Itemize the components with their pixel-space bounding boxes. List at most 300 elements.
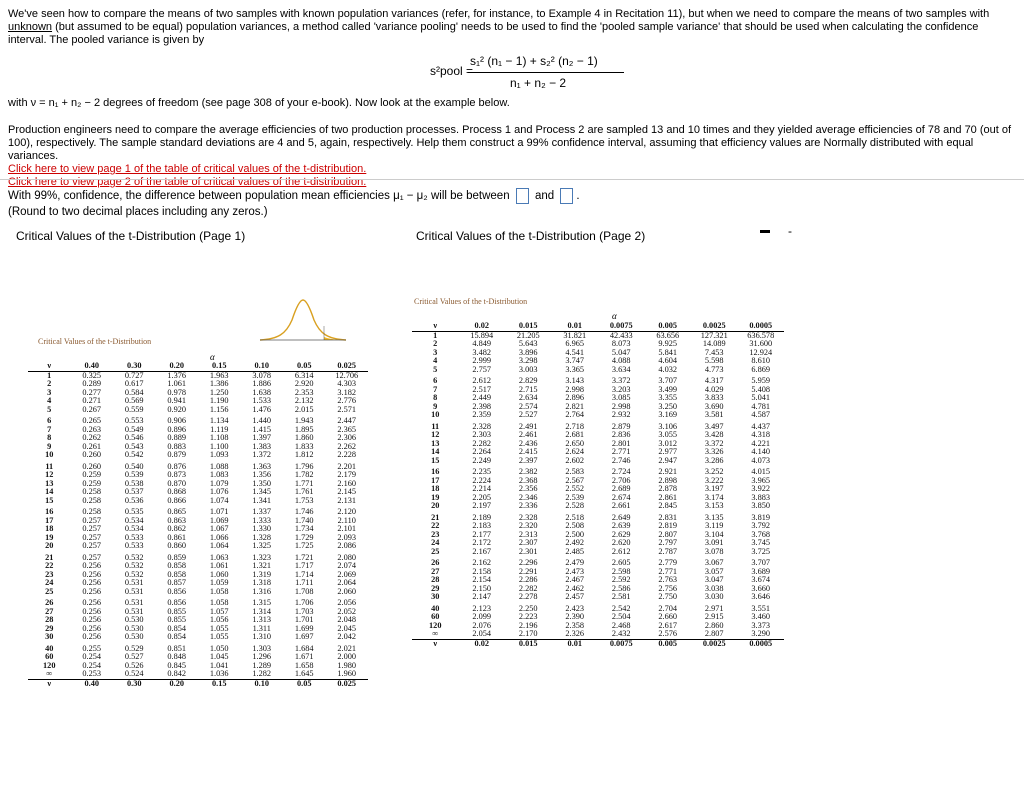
table-cell: 120 <box>429 621 442 630</box>
table-cell: 1.708 <box>294 587 314 596</box>
formula-numerator: s₁² (n₁ − 1) + s₂² (n₂ − 1) <box>470 54 598 68</box>
table-cell: 1.729 <box>294 533 314 542</box>
table-cell: 2.617 <box>658 621 678 630</box>
table-cell: 2.282 <box>518 584 538 593</box>
table-cell: 1.706 <box>294 598 314 607</box>
table-row <box>412 494 784 503</box>
table-header-cell: 0.005 <box>645 639 692 648</box>
table-cell: 12 <box>431 431 440 439</box>
table-cell: 0.258 <box>82 507 102 516</box>
table-cell: 2.539 <box>565 493 585 502</box>
table-cell: 0.868 <box>167 488 187 496</box>
table-cell: 3.182 <box>337 388 357 397</box>
table-cell: 5.959 <box>751 376 771 385</box>
table-cell: 2.179 <box>337 471 357 479</box>
table-cell: 3.551 <box>751 603 771 613</box>
table-row <box>412 374 784 386</box>
question-and: and <box>535 190 555 203</box>
table-cell: 3.792 <box>751 522 771 530</box>
table-row <box>412 556 784 568</box>
table-cell: 3.055 <box>658 431 678 439</box>
table-cell: 2.932 <box>611 411 631 419</box>
table-row <box>412 366 784 375</box>
table-cell: 0.253 <box>82 670 102 678</box>
table-cell: 2.099 <box>472 613 492 621</box>
table-page1-link[interactable]: Click here to view page 1 of the table of critical values of the t-distribution. <box>8 163 367 175</box>
table-cell: 2.999 <box>472 357 492 365</box>
table-cell: 2.836 <box>611 431 631 439</box>
table-cell: 3.725 <box>751 547 771 556</box>
table-cell: 2.346 <box>518 493 538 502</box>
table-row <box>28 625 368 634</box>
table-cell: 2.764 <box>565 411 585 419</box>
table-cell: 2.353 <box>294 388 314 397</box>
table-cell: 2.150 <box>472 584 492 593</box>
table-cell: 2.158 <box>472 567 492 576</box>
lower-bound-input[interactable] <box>516 188 529 204</box>
table-cell: 4.587 <box>751 411 771 419</box>
table-row <box>28 460 368 472</box>
table-cell: 1.886 <box>252 380 272 388</box>
table-cell: 1.812 <box>294 451 314 459</box>
table-cell: 17 <box>45 516 54 525</box>
table-cell: 2.612 <box>611 547 631 556</box>
table-cell: 2.076 <box>472 621 492 630</box>
table-cell: 1.156 <box>209 405 229 414</box>
table-cell: 2.358 <box>565 621 585 630</box>
table-cell: 29 <box>45 624 54 633</box>
table-cell: 1.325 <box>252 542 272 550</box>
table-cell: 15 <box>431 456 440 465</box>
table1-caption: Critical Values of the t-Distribution <box>38 337 152 346</box>
table-row <box>412 511 784 523</box>
table-row <box>412 331 784 340</box>
table-cell: 42.433 <box>609 331 633 340</box>
table-row <box>28 542 368 551</box>
table-cell: 1 <box>47 371 52 380</box>
table-cell: 2.131 <box>337 496 357 505</box>
table-cell: 1.319 <box>252 570 272 579</box>
table-cell: 2.086 <box>337 542 357 550</box>
table-cell: 1.134 <box>209 416 229 425</box>
table-cell: 9 <box>433 402 438 411</box>
table-cell: 3.290 <box>751 630 771 638</box>
table-cell: 6.965 <box>565 340 585 348</box>
table-cell: 2.821 <box>565 402 585 411</box>
table-cell: 0.540 <box>124 461 144 471</box>
table-cell: 2.624 <box>565 448 585 456</box>
table-header-row <box>412 322 784 331</box>
table-cell: 0.532 <box>124 570 144 579</box>
table-cell: 2.368 <box>518 476 538 485</box>
table-cell: 0.530 <box>124 633 144 641</box>
table-cell: 3.355 <box>658 394 678 402</box>
table-cell: 1.714 <box>294 570 314 579</box>
table-cell: 2.715 <box>518 385 538 394</box>
table2-alpha: α <box>612 311 617 321</box>
table-cell: 3.819 <box>751 512 771 522</box>
table-row <box>28 670 368 679</box>
table-cell: 0.536 <box>124 496 144 505</box>
table-cell: 2.750 <box>658 593 678 601</box>
table-cell: 1.415 <box>252 425 272 434</box>
table-cell: 1.761 <box>294 488 314 496</box>
table-cell: 0.532 <box>124 562 144 570</box>
minimize-icon[interactable] <box>760 230 770 233</box>
table-cell: 0.256 <box>82 633 102 641</box>
table-cell: 0.256 <box>82 579 102 587</box>
table-cell: 1.083 <box>209 471 229 479</box>
table-cell: 0.256 <box>82 624 102 633</box>
table-cell: 1.980 <box>337 661 357 670</box>
table-cell: 5.841 <box>658 348 678 357</box>
table-cell: 3.674 <box>751 576 771 584</box>
table-cell: 60 <box>431 613 440 621</box>
table-cell: 0.866 <box>167 496 187 505</box>
table-cell: 3.372 <box>704 439 724 448</box>
table-cell: 1.074 <box>209 496 229 505</box>
table-cell: 4 <box>47 397 52 405</box>
table-cell: 2.704 <box>658 603 678 613</box>
table-cell: 2 <box>47 380 52 388</box>
table-header-cell: 0.20 <box>156 362 199 371</box>
table-cell: 0.855 <box>167 616 187 624</box>
table-cell: 0.856 <box>167 598 187 607</box>
table-cell: 2.224 <box>472 476 492 485</box>
table-cell: 0.859 <box>167 552 187 562</box>
rounding-note: (Round to two decimal places including any zeros.) <box>8 206 268 219</box>
table-cell: 2.356 <box>518 485 538 493</box>
table-cell: 0.262 <box>82 434 102 442</box>
table-row <box>412 548 784 557</box>
table-cell: 2.196 <box>518 621 538 630</box>
table-cell: 2.326 <box>565 630 585 638</box>
table-cell: 2.069 <box>337 570 357 579</box>
table-cell: 0.851 <box>167 643 187 653</box>
table-row <box>412 465 784 477</box>
table-cell: 31.600 <box>749 340 773 348</box>
table-cell: 2.650 <box>565 439 585 448</box>
table-cell: 0.254 <box>82 661 102 670</box>
table-header-cell: 0.015 <box>505 322 552 331</box>
table2-caption: Critical Values of the t-Distribution <box>414 297 528 306</box>
table-cell: 1.058 <box>209 587 229 596</box>
table-row <box>28 397 368 406</box>
table-cell: 1.796 <box>294 461 314 471</box>
table-cell: 3.365 <box>565 365 585 374</box>
table-cell: 0.584 <box>124 388 144 397</box>
table-cell: 14.089 <box>702 340 726 348</box>
table-cell: 6 <box>433 376 438 385</box>
table-cell: 1.771 <box>294 479 314 488</box>
table-cell: 1.345 <box>252 488 272 496</box>
intro-paragraph <box>8 8 1018 47</box>
table-cell: 27 <box>45 607 54 616</box>
table-cell: 26 <box>45 598 54 607</box>
table-cell: 0.277 <box>82 388 102 397</box>
table-cell: 1.895 <box>294 425 314 434</box>
table-cell: 1.056 <box>209 616 229 624</box>
table-cell: 0.255 <box>82 643 102 653</box>
table-cell: 1.310 <box>252 633 272 641</box>
table-cell: 2.052 <box>337 607 357 616</box>
table-cell: 3.460 <box>751 613 771 621</box>
pooled-variance-formula <box>430 52 620 96</box>
table-cell: 2.801 <box>611 439 631 448</box>
table-cell: 1.476 <box>252 405 272 414</box>
table-cell: 1.963 <box>209 371 229 380</box>
table-cell: 1.372 <box>252 451 272 459</box>
table-cell: 2.320 <box>518 522 538 530</box>
table-row <box>28 608 368 617</box>
table-cell: 0.546 <box>124 434 144 442</box>
table-header-cell: 0.10 <box>241 362 284 371</box>
table-cell: 3.298 <box>518 357 538 365</box>
table-cell: 1.076 <box>209 488 229 496</box>
table-cell: 0.865 <box>167 507 187 516</box>
table-cell: 1.386 <box>209 380 229 388</box>
table-cell: 2.518 <box>565 512 585 522</box>
table-cell: 63.656 <box>656 331 680 340</box>
table-cell: 3.372 <box>611 376 631 385</box>
table-cell: 0.263 <box>82 425 102 434</box>
table-row <box>412 630 784 639</box>
table-cell: 3.252 <box>704 467 724 476</box>
table-cell: 13 <box>45 479 54 488</box>
table-cell: 2.328 <box>518 512 538 522</box>
table-cell: 1.337 <box>252 507 272 516</box>
table-cell: 0.978 <box>167 388 187 397</box>
table-cell: 0.860 <box>167 542 187 550</box>
table-cell: 1.658 <box>294 661 314 670</box>
table-cell: 4.773 <box>704 365 724 374</box>
table-cell: 4.140 <box>751 448 771 456</box>
table-cell: 1.055 <box>209 633 229 641</box>
table-cell: 2.291 <box>518 567 538 576</box>
fraction-bar <box>468 72 624 73</box>
table-cell: 1.638 <box>252 388 272 397</box>
table-cell: 0.527 <box>124 653 144 661</box>
table-cell: 0.256 <box>82 598 102 607</box>
table-cell: 1.303 <box>252 643 272 653</box>
table-cell: 7 <box>433 385 438 394</box>
table-cell: 2.132 <box>294 397 314 405</box>
table-cell: 2.583 <box>565 467 585 476</box>
table-cell: 2.527 <box>518 411 538 419</box>
table-cell: 2.197 <box>472 502 492 510</box>
table-cell: 3.660 <box>751 584 771 593</box>
table-cell: 1.645 <box>294 670 314 678</box>
table-cell: 10 <box>45 451 54 459</box>
table-cell: 1.753 <box>294 496 314 505</box>
table-cell: 2.306 <box>337 434 357 442</box>
table-cell: 2.170 <box>518 630 538 638</box>
table-cell: 12.706 <box>335 371 359 380</box>
table-cell: 0.538 <box>124 479 144 488</box>
table-cell: 23 <box>431 530 440 539</box>
table-cell: 2.101 <box>337 525 357 533</box>
table-cell: 0.529 <box>124 643 144 653</box>
table-cell: 2.162 <box>472 558 492 567</box>
table-cell: 1.350 <box>252 479 272 488</box>
table-cell: 2.467 <box>565 576 585 584</box>
table-cell: 21 <box>431 512 440 522</box>
table-cell: 1.045 <box>209 653 229 661</box>
table-row <box>28 571 368 580</box>
table-cell: 2.674 <box>611 493 631 502</box>
table-cell: 1.315 <box>252 598 272 607</box>
table-cell: 2.898 <box>658 476 678 485</box>
table-cell: 0.889 <box>167 434 187 442</box>
table-cell: 0.539 <box>124 471 144 479</box>
table-cell: 5.598 <box>704 357 724 365</box>
table-row <box>28 517 368 526</box>
table-cell: 1.282 <box>252 670 272 678</box>
table-row <box>28 488 368 497</box>
table-cell: 1.057 <box>209 607 229 616</box>
table-cell: 0.256 <box>82 607 102 616</box>
upper-bound-input[interactable] <box>560 188 573 204</box>
table-cell: 2.303 <box>472 431 492 439</box>
table-cell: 3.482 <box>472 348 492 357</box>
table-cell: 2.998 <box>611 402 631 411</box>
table-cell: 17 <box>431 476 440 485</box>
table-cell: 3.745 <box>751 539 771 547</box>
table-cell: 4.317 <box>704 376 724 385</box>
table-cell: 1.330 <box>252 525 272 533</box>
table-cell: 2.649 <box>611 512 631 522</box>
table-cell: 3.135 <box>704 512 724 522</box>
table-cell: 3.038 <box>704 584 724 593</box>
table-cell: 2.612 <box>472 376 492 385</box>
table-row <box>412 622 784 631</box>
table-header-cell: 0.005 <box>645 322 692 331</box>
table-cell: 0.569 <box>124 397 144 405</box>
table-header-cell: 0.01 <box>552 322 599 331</box>
table-cell: 2.423 <box>565 603 585 613</box>
table-cell: 25 <box>45 587 54 596</box>
table-header-cell: 0.01 <box>552 639 599 648</box>
table-header-cell: 0.025 <box>326 362 369 371</box>
table-cell: 2.015 <box>294 405 314 414</box>
table-cell: 0.858 <box>167 570 187 579</box>
table-cell: 3.922 <box>751 485 771 493</box>
formula-denominator: n₁ + n₂ − 2 <box>510 76 567 90</box>
table-row <box>28 562 368 571</box>
table-cell: 3.030 <box>704 593 724 601</box>
table-cell: 1.356 <box>252 471 272 479</box>
table-cell: 28 <box>45 616 54 624</box>
table-cell: 0.856 <box>167 587 187 596</box>
table-cell: 0.257 <box>82 516 102 525</box>
table-cell: 2.807 <box>704 630 724 638</box>
table-cell: 2.167 <box>472 547 492 556</box>
table-header-row <box>28 362 368 371</box>
table-cell: 3.153 <box>704 502 724 510</box>
table-cell: 2.542 <box>611 603 631 613</box>
table-cell: 2.228 <box>337 451 357 459</box>
table-cell: 2.581 <box>611 593 631 601</box>
table-row <box>412 502 784 511</box>
table-cell: 24 <box>431 539 440 547</box>
table-cell: 0.530 <box>124 616 144 624</box>
table-cell: 3.119 <box>705 522 724 530</box>
table-cell: 0.531 <box>124 607 144 616</box>
table-row <box>412 411 784 420</box>
table-cell: 2.661 <box>611 502 631 510</box>
table-cell: 2.896 <box>565 394 585 402</box>
table-cell: 0.265 <box>82 416 102 425</box>
table-cell: 3.326 <box>704 448 724 456</box>
table-row <box>412 568 784 577</box>
table-cell: ∞ <box>46 670 53 678</box>
table-cell: 1.703 <box>294 607 314 616</box>
table-row <box>412 585 784 594</box>
table-cell: 2.249 <box>472 456 492 465</box>
table-cell: 0.258 <box>82 496 102 505</box>
table-row <box>412 357 784 366</box>
table-cell: 1.734 <box>294 525 314 533</box>
table-cell: 20 <box>431 502 440 510</box>
table-cell: 0.617 <box>124 380 144 388</box>
table-cell: 0.258 <box>82 488 102 496</box>
table-cell: 2.468 <box>611 621 631 630</box>
table-cell: 3.067 <box>704 558 724 567</box>
table-row <box>412 539 784 548</box>
table-header-cell: 0.05 <box>283 679 326 688</box>
table-cell: 3.581 <box>704 411 724 419</box>
table-cell: 2.183 <box>472 522 492 530</box>
table-cell: 2.620 <box>611 539 631 547</box>
table-cell: 1.746 <box>294 507 314 516</box>
table-page2-link[interactable]: Click here to view page 2 of the table of critical values of the t-distribution. <box>8 176 367 188</box>
table-cell: 1.071 <box>209 507 229 516</box>
table-cell: 2.776 <box>337 397 357 405</box>
table-cell: 2.779 <box>658 558 678 567</box>
table-cell: 1.050 <box>209 643 229 653</box>
table-cell: 3.707 <box>658 376 678 385</box>
table-cell: 0.257 <box>82 525 102 533</box>
table-row <box>28 588 368 597</box>
table-cell: 1.860 <box>294 434 314 442</box>
table-cell: 2 <box>433 340 438 348</box>
table-cell: 0.941 <box>167 397 187 405</box>
table-cell: 0.256 <box>82 587 102 596</box>
table-cell: 2.064 <box>337 579 357 587</box>
table-cell: 3.003 <box>518 365 538 374</box>
table-cell: 2.365 <box>337 425 357 434</box>
table-cell: 0.920 <box>167 405 187 414</box>
table-header-cell: 0.0005 <box>738 639 785 648</box>
table-row <box>412 576 784 585</box>
table-cell: 0.533 <box>124 533 144 542</box>
table-row <box>28 451 368 460</box>
table-cell: 0.537 <box>124 488 144 496</box>
table-cell: 3.143 <box>565 376 585 385</box>
table-cell: 2.398 <box>472 402 492 411</box>
table-cell: 0.857 <box>167 579 187 587</box>
table-cell: 3.499 <box>658 385 678 394</box>
table-cell: 4.073 <box>751 456 771 465</box>
table-cell: 2.382 <box>518 467 538 476</box>
table-row <box>28 497 368 506</box>
table-cell: 7.453 <box>704 348 724 357</box>
table-cell: 2.998 <box>565 385 585 394</box>
table-cell: 3.428 <box>704 431 724 439</box>
table-cell: 1.318 <box>252 579 272 587</box>
table-cell: 60 <box>45 653 54 661</box>
table-cell: 10 <box>431 411 440 419</box>
